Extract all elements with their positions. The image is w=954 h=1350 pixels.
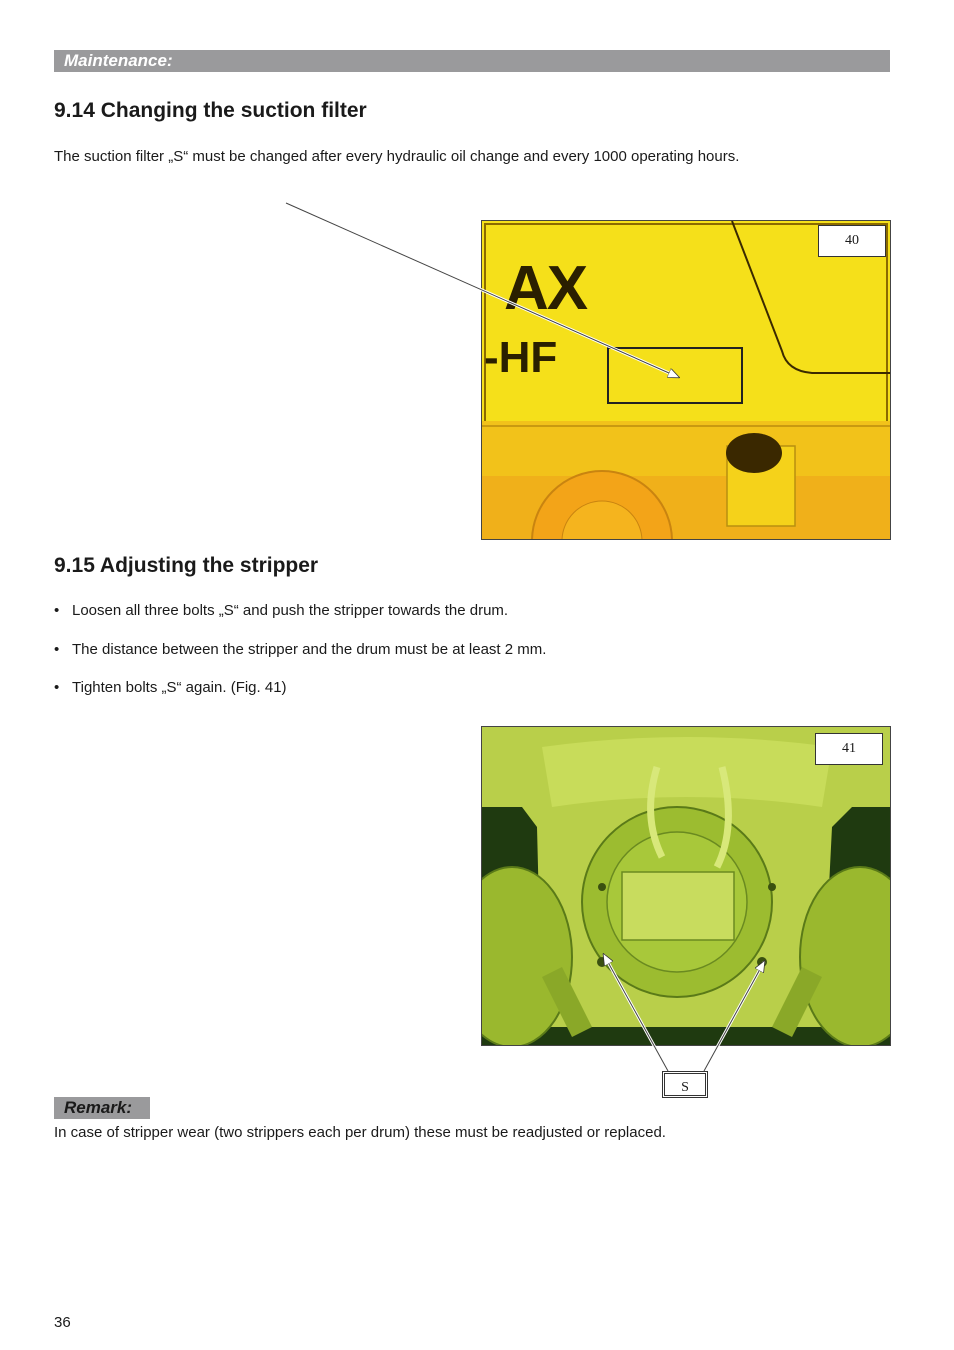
remark-tag-label: Remark: [64, 1098, 133, 1117]
photo-brand-lettering: AX [504, 254, 587, 323]
suction-filter-instruction: The suction filter „S“ must be changed after every hydraulic oil change and every 1000 operating hours. [54, 148, 740, 165]
page-number: 36 [54, 1314, 71, 1331]
bullet-glyph: • [54, 641, 60, 658]
bullet-glyph: • [54, 602, 60, 619]
list-item-text: Tighten bolts „S“ again. (Fig. 41) [72, 679, 287, 696]
section-header-label: Maintenance: [64, 51, 173, 70]
bullet-glyph: • [54, 679, 60, 696]
remark-tag [54, 1097, 150, 1119]
list-item-text: The distance between the stripper and the drum must be at least 2 mm. [72, 641, 547, 658]
list-item-text: Loosen all three bolts „S“ and push the stripper towards the drum. [72, 602, 509, 619]
section-title-adjusting-stripper: 9.15 Adjusting the stripper [54, 554, 319, 577]
remark-text: In case of stripper wear (two strippers each per drum) these must be readjusted or replaced. [54, 1124, 666, 1141]
figure-41-label: 41 [815, 733, 883, 765]
section-title-suction-filter: 9.14 Changing the suction filter [54, 99, 367, 122]
figure-40-label: 40 [818, 225, 886, 257]
bolt-callout-label: S [662, 1071, 708, 1098]
photo-model-lettering: -HF [484, 333, 558, 382]
